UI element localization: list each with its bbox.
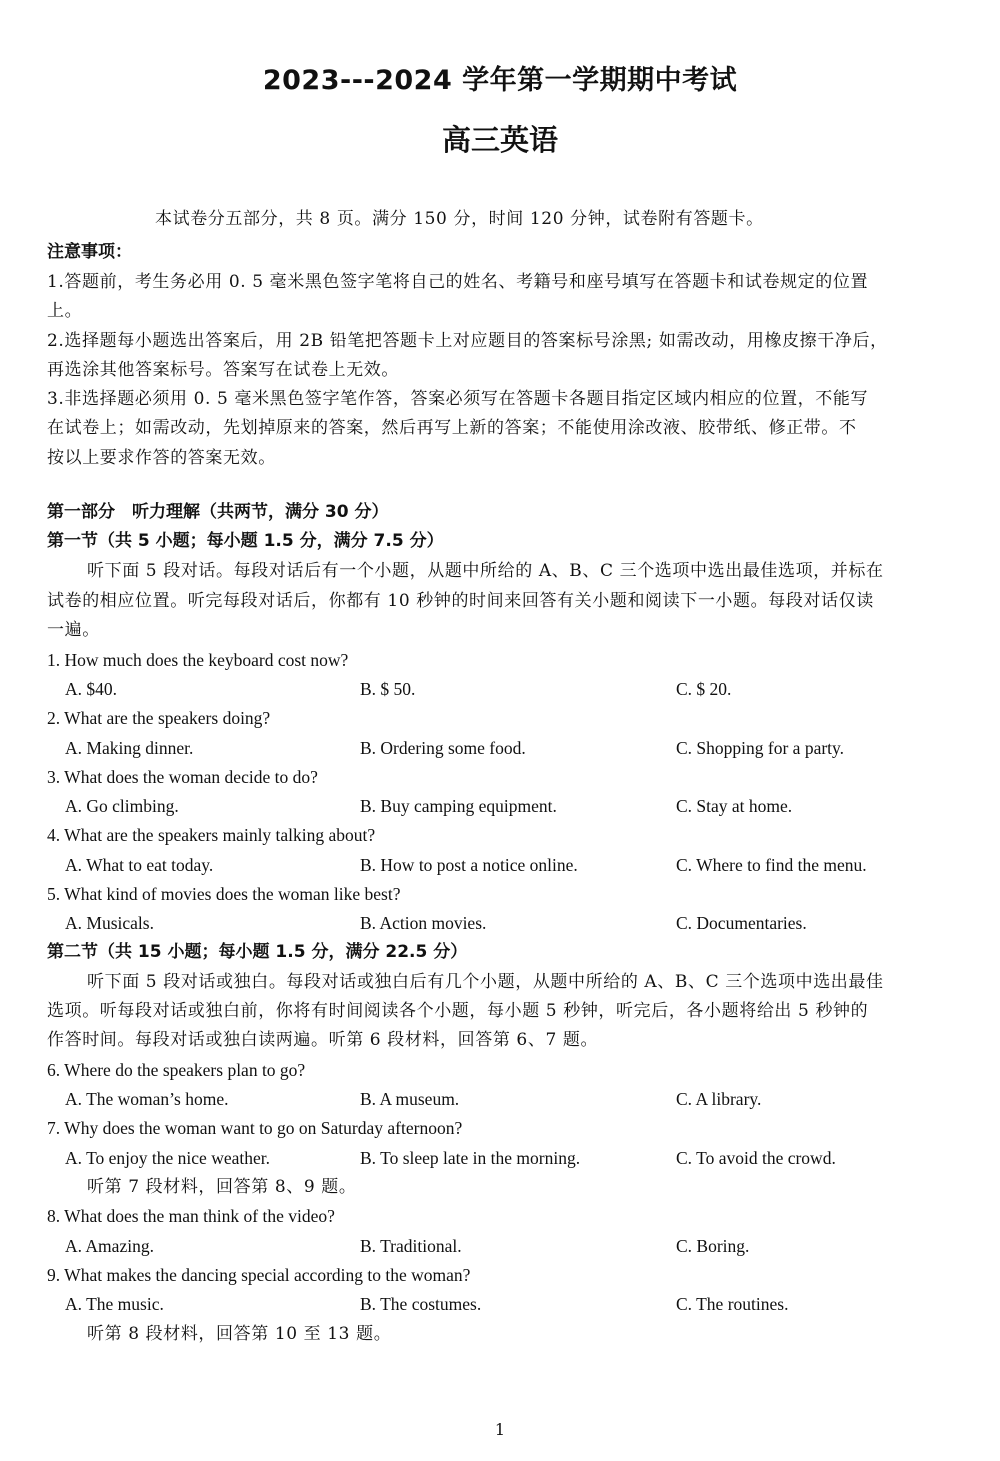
page-number: 1: [494, 1420, 506, 1439]
question-2: 2. What are the speakers doing?: [47, 708, 271, 728]
option-a: A. Musicals.: [65, 913, 154, 933]
section1-instructions: 听下面 5 段对话。每段对话后有一个小题，从题中所给的 A、B、C 三个选项中选出最佳选项，并标在: [87, 561, 884, 581]
exam-intro: 本试卷分五部分，共 8 页。满分 150 分，时间 120 分钟，试卷附有答题卡。: [155, 209, 764, 229]
option-b: B. $ 50.: [360, 679, 416, 699]
option-b: B. How to post a notice online.: [360, 855, 578, 875]
question-3: 3. What does the woman decide to do?: [47, 767, 318, 787]
option-c: C. Boring.: [676, 1236, 750, 1256]
option-c: C. Where to find the menu.: [676, 855, 867, 875]
notes-line: 再选涂其他答案标号。答案写在试卷上无效。: [47, 360, 399, 380]
option-b: B. Action movies.: [360, 913, 487, 933]
option-a: A. Amazing.: [65, 1236, 154, 1256]
notes-line: 在试卷上；如需改动，先划掉原来的答案，然后再写上新的答案；不能使用涂改液、胶带纸、修正带。不: [47, 418, 857, 438]
option-b: B. A museum.: [360, 1089, 460, 1109]
option-c: C. Stay at home.: [676, 796, 793, 816]
material-note: 听第 8 段材料，回答第 10 至 13 题。: [87, 1324, 392, 1344]
section1-instructions: 试卷的相应位置。听完每段对话后，你都有 10 秒钟的时间来回答有关小题和阅读下一小题。每段对话仅读: [47, 591, 874, 611]
option-a: A. To enjoy the nice weather.: [65, 1148, 270, 1168]
option-b: B. Ordering some food.: [360, 738, 526, 758]
notes-line: 上。: [47, 301, 83, 321]
question-9: 9. What makes the dancing special according to the woman?: [47, 1265, 471, 1285]
section2-instructions: 作答时间。每段对话或独白读两遍。听第 6 段材料，回答第 6、7 题。: [47, 1030, 599, 1050]
question-1: 1. How much does the keyboard cost now?: [47, 650, 349, 670]
option-a: A. Making dinner.: [65, 738, 194, 758]
option-a: A. What to eat today.: [65, 855, 214, 875]
section2-instructions: 选项。听每段对话或独白前，你将有时间阅读各个小题，每小题 5 秒钟，听完后，各小题将给出 5 秒钟的: [47, 1001, 869, 1021]
option-b: B. Buy camping equipment.: [360, 796, 557, 816]
option-c: C. $ 20.: [676, 679, 732, 699]
option-b: B. To sleep late in the morning.: [360, 1148, 581, 1168]
notes-heading: 注意事项：: [47, 242, 132, 262]
part1-heading: 第一部分 听力理解（共两节，满分 30 分）: [47, 502, 389, 522]
option-c: C. To avoid the crowd.: [676, 1148, 836, 1168]
notes-line: 1.答题前，考生务必用 0. 5 毫米黑色签字笔将自己的姓名、考籍号和座号填写在答题卡和试卷规定的位置: [47, 272, 869, 292]
section2-instructions: 听下面 5 段对话或独白。每段对话或独白后有几个小题，从题中所给的 A、B、C 三个选项中选出最佳: [87, 972, 884, 992]
option-a: A. $40.: [65, 679, 118, 699]
section1-instructions: 一遍。: [47, 620, 100, 640]
notes-line: 按以上要求作答的答案无效。: [47, 448, 276, 468]
option-a: A. The woman’s home.: [65, 1089, 229, 1109]
question-5: 5. What kind of movies does the woman like best?: [47, 884, 401, 904]
question-6: 6. Where do the speakers plan to go?: [47, 1060, 306, 1080]
option-a: A. Go climbing.: [65, 796, 179, 816]
notes-line: 2.选择题每小题选出答案后，用 2B 铅笔把答题卡上对应题目的答案标号涂黑; 如需改动，用橡皮擦干净后，: [47, 331, 888, 351]
notes-line: 3.非选择题必须用 0. 5 毫米黑色签字笔作答，答案必须写在答题卡各题目指定区域内相应的位置，不能写: [47, 389, 869, 409]
option-c: C. Shopping for a party.: [676, 738, 845, 758]
option-b: B. The costumes.: [360, 1294, 482, 1314]
option-b: B. Traditional.: [360, 1236, 462, 1256]
exam-title: 2023---2024 学年第一学期期中考试: [262, 65, 738, 96]
subject-title: 高三英语: [441, 123, 558, 157]
option-c: C. The routines.: [676, 1294, 789, 1314]
option-a: A. The music.: [65, 1294, 164, 1314]
option-c: C. A library.: [676, 1089, 762, 1109]
material-note: 听第 7 段材料，回答第 8、9 题。: [87, 1177, 357, 1197]
option-c: C. Documentaries.: [676, 913, 807, 933]
section1-heading: 第一节（共 5 小题；每小题 1.5 分，满分 7.5 分）: [47, 531, 444, 551]
question-8: 8. What does the man think of the video?: [47, 1206, 335, 1226]
question-4: 4. What are the speakers mainly talking about?: [47, 825, 376, 845]
section2-heading: 第二节（共 15 小题；每小题 1.5 分，满分 22.5 分）: [47, 942, 468, 962]
question-7: 7. Why does the woman want to go on Saturday afternoon?: [47, 1118, 463, 1138]
